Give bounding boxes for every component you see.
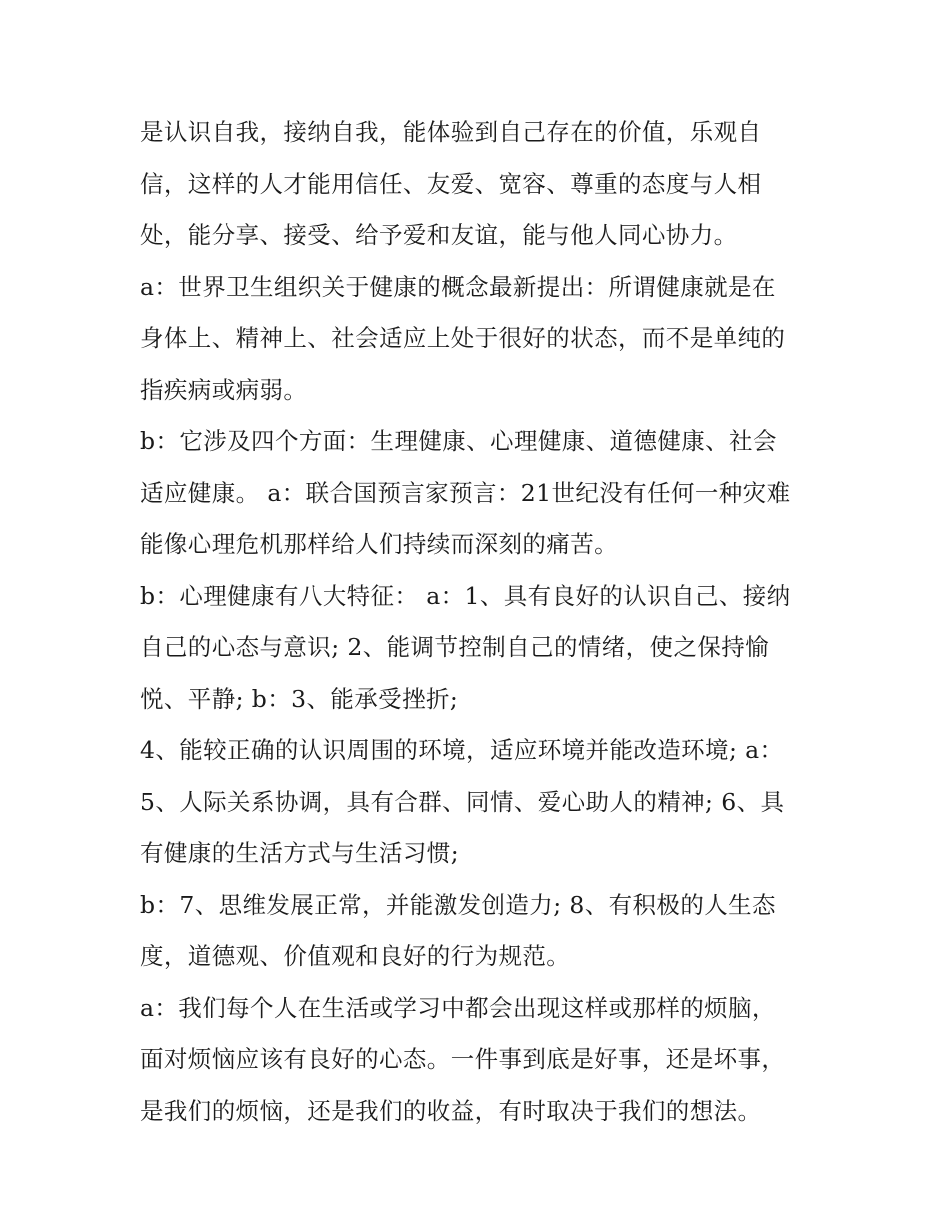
text-line: 度，道德观、价值观和良好的行为规范。	[140, 942, 571, 970]
text-line: 信，这样的人才能用信任、友爱、宽容、尊重的态度与人相	[140, 169, 762, 198]
text-line: 面对烦恼应该有良好的心态。一件事到底是好事，还是坏事，	[140, 1045, 786, 1073]
text-line: 有健康的生活方式与生活习惯;	[140, 839, 460, 867]
document-page	[140, 107, 820, 1137]
text-line: b：心理健康有八大特征： a：1、具有良好的认识自己、接纳	[140, 581, 791, 610]
text-line: a：我们每个人在生活或学习中都会出现这样或那样的烦脑，	[140, 993, 776, 1022]
text-line: 是我们的烦恼，还是我们的收益，有时取决于我们的想法。	[140, 1096, 762, 1125]
text-line: 处，能分享、接受、给予爱和友谊，能与他人同心协力。	[140, 221, 738, 249]
text-line: 是认识自我，接纳自我，能体验到自己存在的价值，乐观自	[140, 118, 762, 146]
text-line: b：7、思维发展正常，并能激发创造力; 8、有积极的人生态	[140, 890, 776, 919]
text-line: 能像心理危机那样给人们持续而深刻的痛苦。	[140, 530, 618, 558]
text-line: 适应健康。 a：联合国预言家预言：21世纪没有任何一种灾难	[140, 478, 791, 507]
text-line: a：世界卫生组织关于健康的概念最新提出：所谓健康就是在	[140, 272, 776, 301]
text-line: 身体上、精神上、社会适应上处于很好的状态，而不是单纯的	[140, 324, 786, 352]
text-line: 指疾病或病弱。	[140, 375, 308, 404]
text-line: b：它涉及四个方面：生理健康、心理健康、道德健康、社会	[140, 427, 777, 455]
text-line: 5、人际关系协调，具有合群、同情、爱心助人的精神; 6、具	[140, 787, 785, 816]
text-line: 4、能较正确的认识周围的环境，适应环境并能改造环境; a：	[140, 736, 784, 764]
text-line: 自己的心态与意识; 2、能调节控制自己的情绪，使之保持愉	[140, 633, 770, 661]
text-line: 悦、平静; b：3、能承受挫折;	[140, 684, 459, 713]
